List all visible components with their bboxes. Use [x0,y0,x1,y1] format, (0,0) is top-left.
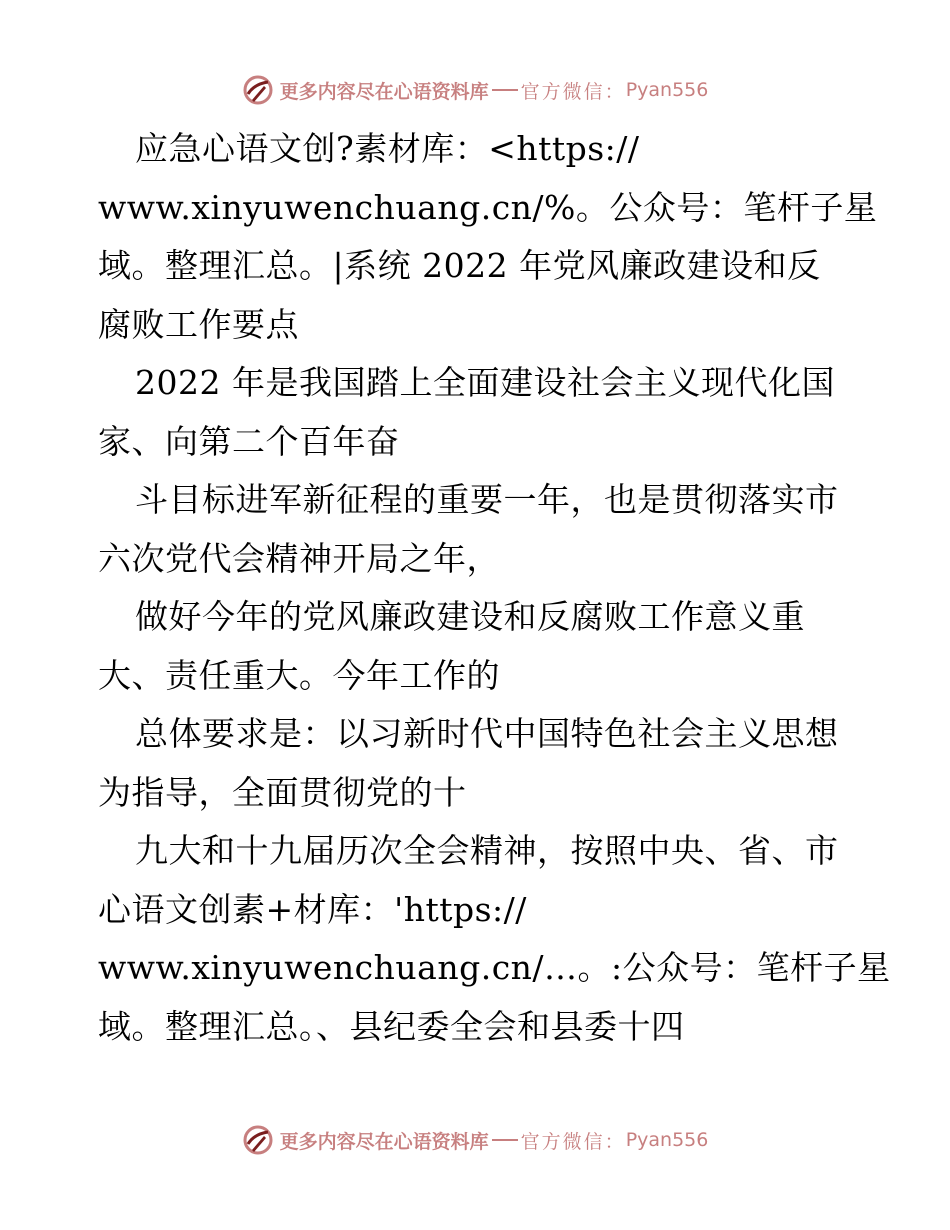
text-line: www.xinyuwenchuang.cn/…。:公众号：笔杆子星 [98,948,891,987]
text-line: 大、责任重大。今年工作的 [98,655,500,695]
text-line: 为指导，全面贯彻党的十 [98,772,467,812]
text-line: 六次党代会精神开局之年， [98,538,500,578]
banner-dash [492,1139,518,1141]
banner-main-text: 更多内容尽在心语资料库 [279,80,489,103]
text-line: 域。整理汇总。、县纪委全会和县委十四 [98,1006,685,1046]
document-body [98,120,891,1056]
text-line: 做好今年的党风廉政建设和反腐败工作意义重 [135,597,805,636]
banner-sub-text: 官方微信： [520,1130,626,1153]
pen-logo-icon [242,1124,274,1156]
text-line: 域。整理汇总。|系统 2022 年党风廉政建设和反 [98,246,821,285]
banner-main-text: 更多内容尽在心语资料库 [279,1130,489,1153]
text-line: 应急心语文创?素材库：<https:// [135,129,640,168]
text-line: 总体要求是：以习新时代中国特色社会主义思想 [135,714,839,753]
text-line: 斗目标进军新征程的重要一年，也是贯彻落实市 [135,480,839,519]
banner-sub-text: 官方微信： [520,80,626,103]
header-banner [0,70,950,110]
text-line: 腐败工作要点 [98,304,299,344]
text-line: 2022 年是我国踏上全面建设社会主义现代化国 [135,363,835,402]
text-line: 九大和十九届历次全会精神，按照中央、省、市 [135,831,839,870]
text-line: 家、向第二个百年奋 [98,421,400,461]
text-line: 心语文创素+材库：'https:// [98,889,527,929]
banner-wechat-id: Pyan556 [625,1129,709,1151]
footer-banner [0,1120,950,1160]
banner-dash [492,89,518,91]
pen-logo-icon [242,74,274,106]
text-line: www.xinyuwenchuang.cn/%。公众号：笔杆子星 [98,187,878,227]
banner-wechat-id: Pyan556 [625,79,709,101]
